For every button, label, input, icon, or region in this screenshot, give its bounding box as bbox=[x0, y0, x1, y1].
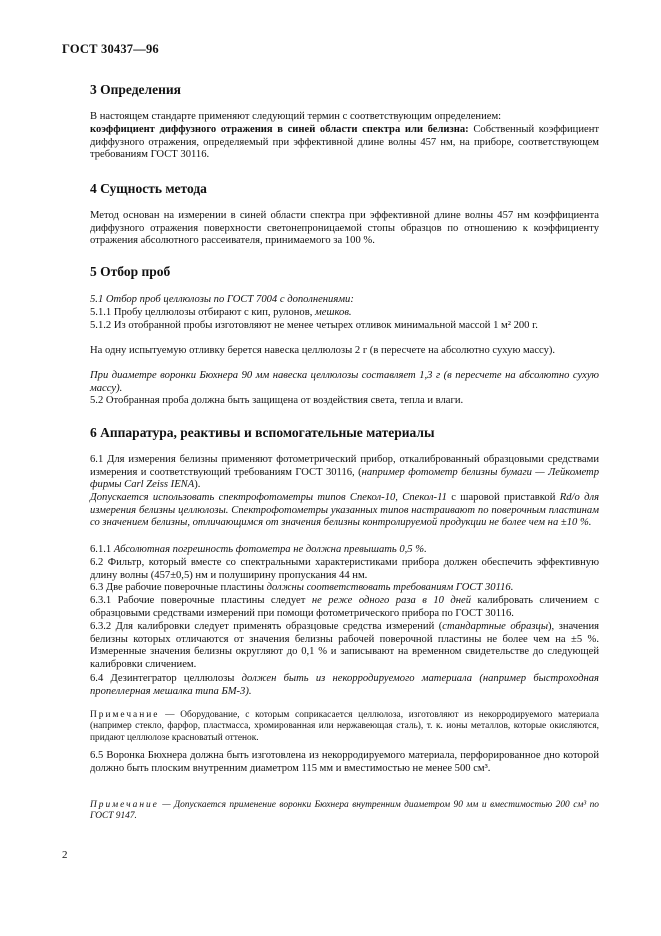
s5-1-2: 5.1.2 Из отобранной пробы изготовляют не менее четырех отливок минимальной массой 1 м² 200 г. bbox=[90, 320, 538, 331]
document-header: ГОСТ 30437—96 bbox=[62, 42, 159, 56]
s5-2: 5.2 Отобранная проба должна быть защищена от воздействия света, тепла и влаги. bbox=[90, 395, 464, 406]
section-3-title: 3 Определения bbox=[90, 82, 181, 97]
s5-1-1: 5.1.1 Пробу целлюлозы отбирают с кип, рулонов, мешков. bbox=[90, 307, 352, 318]
s4-text: Метод основан на измерении в синей области спектра при эффективной длине волны 457 нм коэффициента диффузного отражения поверхности светонепроницаемой стопы образцов по отношению к коэффициенту отражения абсолютного рассеивателя, принимаемого за 100 %. bbox=[90, 210, 599, 247]
s6-3-2: 6.3.2 Для калибровки следует применять образцовые средства измерений (стандартные образцы), значения белизны которых отличаются от значения белизны рабочей поверочной пластины не более чем на ±5 %. Измеренные значения белизны округляют до 0,1 % и записывают на временном свидетельстве до следующей калибровки сличением. bbox=[90, 621, 600, 670]
s6-note-1: Примечание — Оборудование, с которым соприкасается целлюлоза, изготовляют из некорродируемого материала (например стекло, фарфор, пластмасса, хромированная или нержавеющая сталь), т. к. ионы металлов, которые окисляются, придают целлюлозе красноватый оттенок. bbox=[90, 710, 599, 743]
s6-1-spectro: Допускается использовать спектрофотометры типов Спекол-10, Спекол-11 с шаровой приставкой Rd/o для измерения белизны целлюлозы. Спектрофотометры указанных типов настраивают по поверочным пластинам со значением белизны, отличающимся от значения белизны контролируемой продукции не более чем на ±10 %. bbox=[90, 492, 599, 529]
s6-5: 6.5 Воронка Бюхнера должна быть изготовлена из некорродируемого материала, перфорированное дно которой должно быть плоским внутренним диаметром 115 мм и вместимостью не менее 500 см³. bbox=[90, 750, 599, 774]
s6-3: 6.3 Две рабочие поверочные пластины должны соответствовать требованиям ГОСТ 30116. bbox=[90, 582, 514, 593]
s3-def: Собственный коэффициент диффузного отражения, определяемый при эффективной длине волны 457 нм, на приборе, соответствующем требованиям ГОСТ 30116. bbox=[90, 124, 599, 161]
section-4-title: 4 Сущность метода bbox=[90, 181, 207, 196]
s5-para-b: При диаметре воронки Бюхнера 90 мм навеска целлюлозы составляет 1,3 г (в пересчете на абсолютно сухую массу). bbox=[90, 370, 599, 394]
s3-term: коэффициент диффузного отражения в синей области спектра или белизна: bbox=[90, 124, 469, 135]
s6-1-1: 6.1.1 Абсолютная погрешность фотометра не должна превышать 0,5 %. bbox=[90, 544, 427, 555]
section-5-title: 5 Отбор проб bbox=[90, 264, 171, 279]
s6-1: 6.1 Для измерения белизны применяют фотометрический прибор, откалиброванный образцовыми средствами измерения и соответствующий требованиям ГОСТ 30116, (например фотометр белизны бумаги — Лейкометр фирмы Carl Zeiss IENA). bbox=[90, 454, 599, 491]
page-number: 2 bbox=[62, 849, 68, 861]
section-6-title: 6 Аппаратура, реактивы и вспомогательные материалы bbox=[90, 425, 435, 440]
s3-definition bbox=[90, 124, 599, 162]
s6-note-2: Примечание — Допускается применение воронки Бюхнера внутренним диаметром 90 мм и вместимостью 200 см³ по ГОСТ 9147. bbox=[90, 800, 599, 822]
s6-4: 6.4 Дезинтегратор целлюлозы должен быть из некорродируемого материала (например быстроходная пропеллерная мешалка типа БМ-3). bbox=[90, 673, 599, 697]
s6-2: 6.2 Фильтр, который вместе со спектральными характеристиками прибора должен обеспечить эффективную длину волны (457±0,5) нм и полуширину пропускания 44 нм. bbox=[90, 557, 599, 581]
s5-1: 5.1 Отбор проб целлюлозы по ГОСТ 7004 с дополнениями: bbox=[90, 294, 354, 305]
s3-intro: В настоящем стандарте применяют следующий термин с соответствующим определением: bbox=[90, 111, 502, 122]
s6-3-1: 6.3.1 Рабочие поверочные пластины следует не реже одного раза в 10 дней калибровать сличением с образцовыми средствами измерений при помощи фотометрического прибора по ГОСТ 30116. bbox=[90, 595, 599, 619]
s5-para-a: На одну испытуемую отливку берется навеска целлюлозы 2 г (в пересчете на абсолютно сухую массу). bbox=[90, 345, 556, 356]
